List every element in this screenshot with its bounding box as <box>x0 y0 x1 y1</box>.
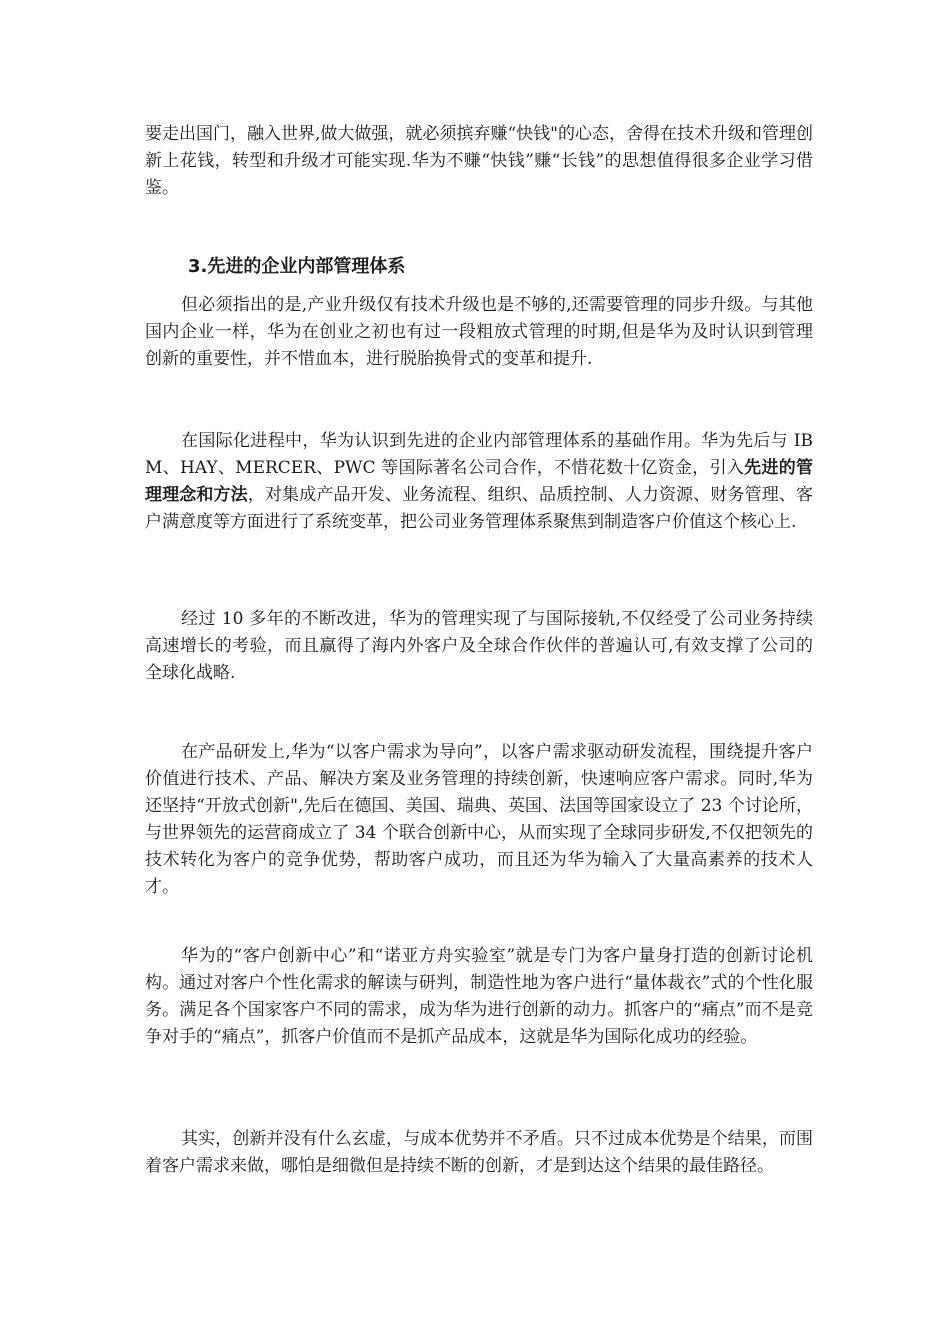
paragraph-management-upgrade: 但必须指出的是,产业升级仅有技术升级也是不够的,还需要管理的同步升级。与其他国内企业一样，华为在创业之初也有过一段粗放式管理的时期,但是华为及时认识到管理创新的重要性，并不惜血本，进行脱胎换骨式的变革和提升. <box>145 295 813 369</box>
paragraph-improvement: 经过 10 多年的不断改进，华为的管理实现了与国际接轨,不仅经受了公司业务持续高速增长的考验，而且赢得了海内外客户及全球合作伙伴的普遍认可,有效支撑了公司的全球化战略. <box>145 609 813 683</box>
paragraph-text: ，对集成产品开发、业务流程、组织、品质控制、人力资源、财务管理、客户满意度等方面进行了系统变革，把公司业务管理体系聚焦到制造客户价值这个核心上. <box>145 485 814 532</box>
paragraph-innovation-centers: 华为的“客户创新中心”和“诺亚方舟实验室”就是专门为客户量身打造的创新讨论机构。通过对客户个性化需求的解读与研判，制造性地为客户进行“量体裁衣”式的个性化服务。满足各个国家客户不同的需求，成为华为进行创新的动力。抓客户的“痛点”而不是竞争对手的“痛点”，抓客户价值而不是抓产品成本，这就是华为国际化成功的经验。 <box>145 946 813 1047</box>
section-heading: 3.先进的企业内部管理体系 <box>188 256 406 277</box>
paragraph-internationalization <box>145 428 813 536</box>
bold-emphasis: 先进的管理理念和方法 <box>145 458 814 505</box>
intro-paragraph: 要走出国门，融入世界,做大做强，就必须摈弃赚“快钱"的心态，舍得在技术升级和管理创新上花钱，转型和升级才可能实现.华为不赚“快钱”赚“长钱”的思想值得很多企业学习借鉴。 <box>145 124 813 198</box>
paragraph-conclusion: 其实，创新并没有什么玄虚，与成本优势并不矛盾。只不过成本优势是个结果，而围着客户需求来做，哪怕是细微但是持续不断的创新，才是到达这个结果的最佳路径。 <box>145 1129 813 1176</box>
paragraph-product-rnd: 在产品研发上,华为“以客户需求为导向”，以客户需求驱动研发流程，围绕提升客户价值进行技术、产品、解决方案及业务管理的持续创新，快速响应客户需求。同时,华为还坚持“开放式创新",先后在德国、美国、瑞典、英国、法国等国家设立了 23 个讨论所，与世界领先的运营商成立了 34 个联合创新中心，从而实现了全球同步研发,不仅把领先的技术转化为客户的竞争优势，帮助客户成功，而且还为华为输入了大量高素养的技术人才。 <box>145 742 813 897</box>
paragraph-text: 在国际化进程中，华为认识到先进的企业内部管理体系的基础作用。华为先后与 IBM、HAY、MERCER、PWC 等国际著名公司合作，不惜花数十亿资金，引入 <box>145 431 813 478</box>
